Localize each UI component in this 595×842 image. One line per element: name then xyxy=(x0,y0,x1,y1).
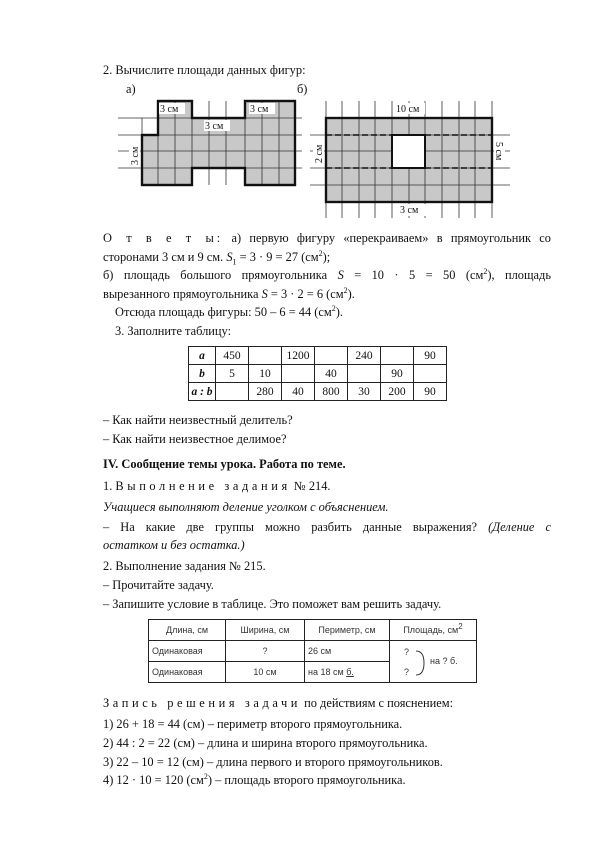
answer-line5-sup: 2 xyxy=(331,303,336,313)
question-groups-line1 xyxy=(103,519,551,535)
header-area-text: Площадь, см xyxy=(403,625,459,635)
answer-line4-end: ). xyxy=(347,287,355,301)
row-label-a xyxy=(189,347,216,365)
answer-line-1 xyxy=(103,230,551,246)
read-task: – Прочитайте задачу. xyxy=(103,578,214,592)
row-label-ab-text: a : b xyxy=(191,385,213,398)
answer-line2-pre: сторонами 3 см и 9 см. xyxy=(103,250,224,264)
solution-step-2: 2) 44 : 2 = 22 (см) – длина и ширина второго прямоугольника. xyxy=(103,736,428,750)
answer-line3-pre: б) площадь большого прямоугольника xyxy=(103,268,328,282)
students-note: Учащиеся выполняют деление уголком с объяснением. xyxy=(103,500,389,514)
item1-line xyxy=(103,478,551,494)
table-row xyxy=(189,383,447,401)
cell-length: Одинаковая xyxy=(149,641,226,662)
question-groups-answer-start: (Деление с xyxy=(488,520,551,534)
cell-perimeter-b: б. xyxy=(346,667,354,677)
table-cell: 5 xyxy=(216,365,249,383)
answer-line4-pre: вырезанного прямоугольника xyxy=(103,287,259,301)
cell-perimeter xyxy=(305,662,390,683)
answer-line3-end: ), площадь xyxy=(487,268,551,282)
table-cell: 200 xyxy=(381,383,414,401)
table-cell xyxy=(381,347,414,365)
figure-a-label: а) xyxy=(126,82,136,96)
table-cell xyxy=(348,365,381,383)
answer-line-3 xyxy=(103,267,551,283)
table-cell: 30 xyxy=(348,383,381,401)
table-cell xyxy=(414,365,447,383)
question-groups-text: – На какие две группы можно разбить данные выражения? xyxy=(103,520,478,534)
cell-perimeter-text: на 18 см xyxy=(308,667,344,677)
cell-length: Одинаковая xyxy=(149,662,226,683)
table-cell: 800 xyxy=(315,383,348,401)
header-area-sup: 2 xyxy=(458,622,463,631)
header-width: Ширина, см xyxy=(226,620,305,641)
fig-b-dim-bottom: 3 см xyxy=(400,205,419,216)
record-condition: – Запишите условие в таблице. Это поможет вам решить задачу. xyxy=(103,597,442,611)
table-row xyxy=(189,347,447,365)
table-cell: 40 xyxy=(315,365,348,383)
answer-lead: О т в е т ы: xyxy=(103,231,224,245)
table-row xyxy=(149,641,477,662)
answer-line-2 xyxy=(103,249,551,265)
solution-step4-pre: 4) 12 · 10 = 120 (см xyxy=(103,773,204,787)
brace-icon xyxy=(414,649,428,677)
solution-step4-sup: 2 xyxy=(203,771,208,781)
answer-line3-eq: = 10 · 5 = 50 (см xyxy=(343,268,484,282)
cell-width: ? xyxy=(226,641,305,662)
answer-line2-sup: 2 xyxy=(318,248,323,258)
table-cell: 90 xyxy=(414,383,447,401)
table-cell: 240 xyxy=(348,347,381,365)
fig-b-dim-left: 2 см xyxy=(314,144,325,163)
cell-area xyxy=(390,641,477,683)
question-groups-line2: остатком и без остатка.) xyxy=(103,538,245,552)
answer-line5-end: ). xyxy=(335,305,343,319)
answer-line2-end: ); xyxy=(322,250,331,264)
area-row1: ? xyxy=(404,646,410,657)
task3-table xyxy=(188,346,447,401)
row-label-b-text: b xyxy=(199,367,205,380)
solution-step-4 xyxy=(103,772,551,788)
header-perimeter: Периметр, см xyxy=(305,620,390,641)
row-label-b xyxy=(189,365,216,383)
table-cell xyxy=(282,365,315,383)
answer-line-5 xyxy=(115,304,551,320)
fig-a-dim-mid: 3 см xyxy=(205,121,224,132)
answer-line4-sup: 2 xyxy=(343,285,348,295)
condition-table xyxy=(148,619,477,683)
answer-line2-sub: 1 xyxy=(232,257,237,267)
row-label-a-text: a xyxy=(199,349,205,362)
table-cell: 90 xyxy=(414,347,447,365)
question-dividend: – Как найти неизвестное делимое? xyxy=(103,432,287,446)
area-row2: ? xyxy=(404,666,410,677)
table-row xyxy=(189,365,447,383)
answer-line4-s: S xyxy=(261,287,268,301)
answer-line4-eq: = 3 · 2 = 6 (см xyxy=(267,287,344,301)
task2-title: 2. Вычислите площади данных фигур: xyxy=(103,63,306,77)
solution-heading-rest: по действиям с пояснением: xyxy=(304,696,454,710)
header-area xyxy=(390,620,477,641)
figures-drawing xyxy=(0,0,595,230)
table-cell: 280 xyxy=(249,383,282,401)
table-cell: 1200 xyxy=(282,347,315,365)
solution-step-1: 1) 26 + 18 = 44 (см) – периметр второго прямоугольника. xyxy=(103,717,403,731)
table-cell xyxy=(315,347,348,365)
header-length: Длина, см xyxy=(149,620,226,641)
row-label-ab xyxy=(189,383,216,401)
fig-a-dim-side: 3 см xyxy=(130,146,141,165)
table-cell xyxy=(216,383,249,401)
area-note: на ? б. xyxy=(430,656,458,666)
fig-a-dim-top-right: 3 см xyxy=(250,104,269,115)
section4-heading: IV. Сообщение темы урока. Работа по теме. xyxy=(103,457,346,471)
fig-b-dim-right: 5 см xyxy=(493,142,504,161)
solution-step4-post: ) – площадь второго прямоугольника. xyxy=(207,773,406,787)
table-cell: 10 xyxy=(249,365,282,383)
item1-spaced-text: Выполнение задания xyxy=(115,479,291,493)
answer-line2-s: S xyxy=(226,250,233,264)
table-cell: 40 xyxy=(282,383,315,401)
figure-b-label: б) xyxy=(297,82,308,96)
solution-step-3: 3) 22 – 10 = 12 (см) – длина первого и второго прямоугольников. xyxy=(103,755,443,769)
item1-task-number: № 214. xyxy=(293,479,331,493)
fig-b-dim-top: 10 см xyxy=(396,104,420,115)
solution-heading xyxy=(103,695,551,711)
answer-line2-eq: = 3 · 9 = 27 (см xyxy=(236,250,319,264)
question-divisor: – Как найти неизвестный делитель? xyxy=(103,413,293,427)
table-cell: 450 xyxy=(216,347,249,365)
table-header-row xyxy=(149,620,477,641)
answer-line3-s: S xyxy=(337,268,344,282)
table-cell xyxy=(249,347,282,365)
cell-width: 10 см xyxy=(226,662,305,683)
figure-b xyxy=(310,101,510,218)
item2-line: 2. Выполнение задания № 215. xyxy=(103,559,266,573)
fig-a-dim-top-left: 3 см xyxy=(160,104,179,115)
task3-title: 3. Заполните таблицу: xyxy=(115,324,232,338)
answer-line5-pre: Отсюда площадь фигуры: 50 – 6 = 44 (см xyxy=(115,305,332,319)
solution-heading-spaced: Запись решения задачи xyxy=(103,696,302,710)
item1-number: 1. xyxy=(103,479,113,493)
answer-a-text: а) первую фигуру «перекраиваем» в прямоугольник со xyxy=(231,231,551,245)
answer-line3-sup: 2 xyxy=(483,266,488,276)
cell-perimeter: 26 см xyxy=(305,641,390,662)
table-cell: 90 xyxy=(381,365,414,383)
answer-line-4 xyxy=(103,286,551,302)
